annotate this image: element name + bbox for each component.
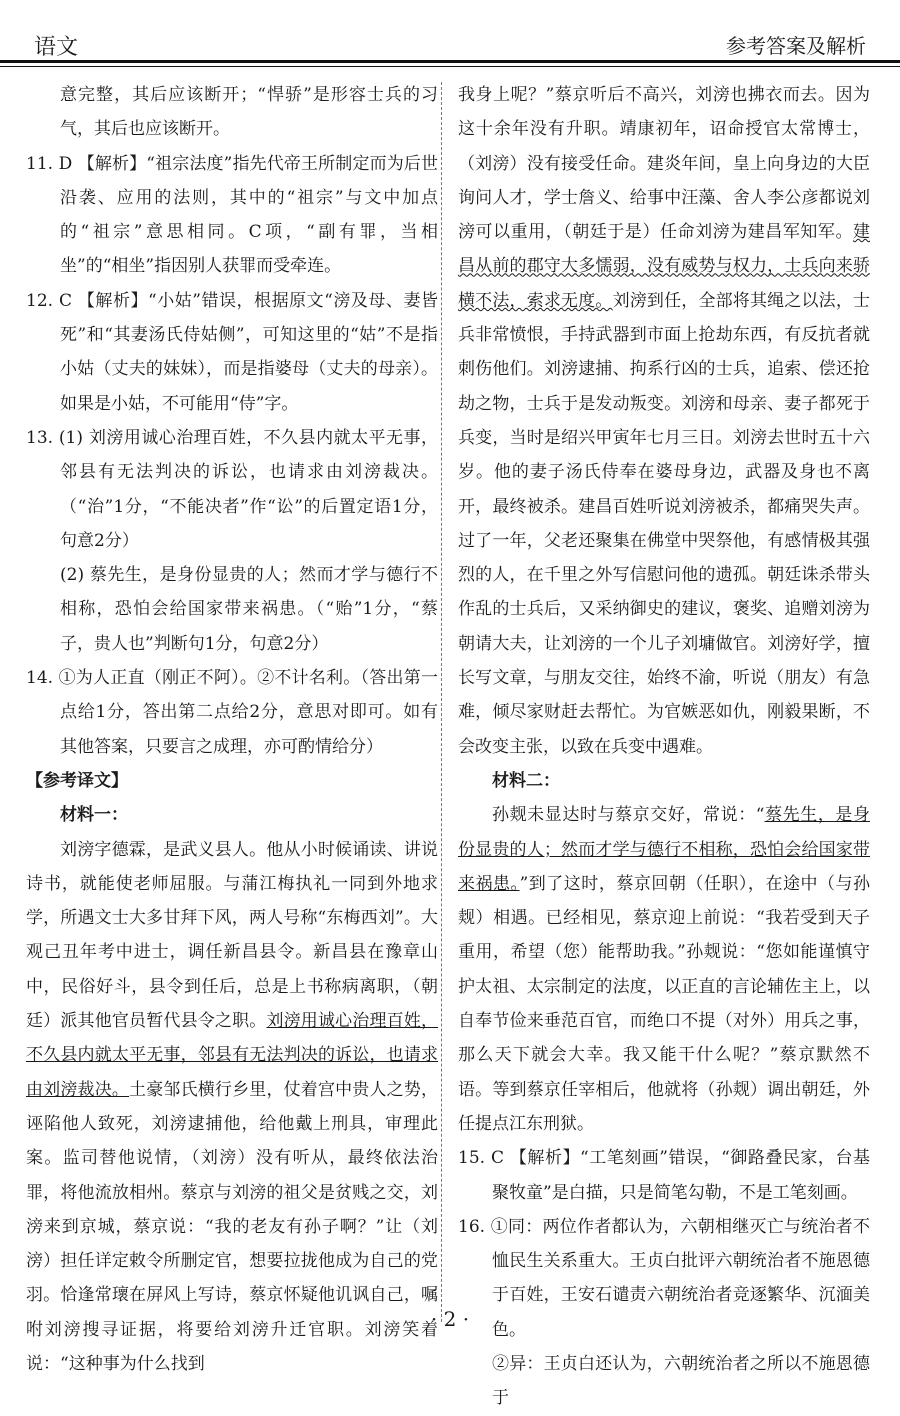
answer-16-part1: 16. ①同：两位作者都认为，六朝相继灭亡与统治者不恤民生关系重大。王贞白批评六朝统治者不施恩德于百姓，王安石谴责六朝统治者竞逐繁华、沉湎美色。: [458, 1216, 870, 1340]
material-2-heading: 材料二：: [492, 770, 560, 791]
right-column: [458, 78, 870, 1416]
translation-text: 刘滂到任，全部将其绳之以法，士兵非常愤恨，手持武器到市面上抢劫东西，有反抗者就刺伤他们。刘滂逮捕、拘系行凶的士兵，追索、偿还抢劫之物，士兵于是发动叛变。刘滂和母亲、妻子都死于兵变，当时是绍兴甲寅年七月三日。刘滂去世时五十六岁。他的妻子汤氏侍奉在婆母身边，武器及身也不离开，最终被杀。建昌百姓听说刘滂被杀，都痛哭失声。过了一年，父老还聚集在佛堂中哭祭他，有感情极其强烈的人，在千里之外写信慰问他的遗孤。朝廷诛杀带头作乱的士兵后，又采纳御史的建议，褒奖、追赠刘滂为朝请大夫，让刘滂的一个儿子刘墉做官。刘滂好学，擅长写文章，与朋友交往，始终不渝，听说（朋友）有急难，倾尽家财赶去帮忙。为官嫉恶如仇，刚毅果断，不会改变主张，以致在兵变中遇难。: [458, 290, 871, 757]
header-rule-thin: [0, 66, 900, 67]
answer-continuation: 意完整，其后应该断开；“悍骄”是形容士兵的习气，其后也应该断开。: [60, 85, 438, 140]
translation-text: 我身上呢？”蔡京听后不高兴，刘滂也拂衣而去。因为这十余年没有升职。靖康初年，诏命授官太常博士，（刘滂）没有接受任命。建炎年间，皇上向身边的大臣询问人才，学士詹义、给事中汪藻、舍人李公彦都说刘滂可以重用，（朝廷于是）任命刘滂为建昌军知军。: [458, 85, 870, 243]
translation-text: 土豪邹氏横行乡里，仗着宫中贵人之势，诬陷他人致死，刘滂逮捕他，给他戴上刑具，审理此案。监司替他说情，（刘滂）没有听从，最终依法治罪，将他流放相州。蔡京与刘滂的祖父是贫贱之交，刘滂来到京城，蔡京说：“我的老友有孙子啊？”让（刘滂）担任详定敕令所删定官，想要拉拢他成为自己的党羽。恰逢常瓌在屏风上写诗，蔡京怀疑他讥讽自己，嘱咐刘滂搜寻证据，将要给刘滂升迁官职。刘滂笑着说：“这种事为什么找到: [26, 1079, 439, 1374]
underlined-sentence: 刘滂用诚心治理百姓，不久县内就太平无事，邻县有无法判决的诉讼，也请求由刘滂裁决。: [26, 1011, 439, 1100]
answer-12: 12. C 【解析】“小姑”错误，根据原文“滂及母、妻皆死”和“其妻汤氏侍姑侧”，可知这里的“姑”不是指小姑（丈夫的妹妹），而是指婆母（丈夫的母亲）。如果是小姑，不可能用“侍”字。: [26, 290, 438, 414]
translation-text: 刘滂字德霖，是武义县人。他从小时候诵读、讲说诗书，就能使老师屈服。与蒲江梅执礼一同到外地求学，所遇文士大多甘拜下风，两人号称“东梅西刘”。大观己丑年考中进士，调任新昌县令。新昌县在豫章山中，民俗好斗，县令到任后，总是上书称病离职，（朝廷）派其他官员暂代县令之职。: [26, 839, 438, 1032]
translation-material-1-cont: [458, 78, 870, 764]
translation-text: ”到了这时，蔡京回朝（任职），在途中（与孙觌）相遇。已经相见，蔡京迎上前说：“我若受到天子重用，希望（您）能帮助我。”孙觌说：“您如能谨慎守护太祖、太宗制定的法度，以正直的言论辅佐主上，以自奉节俭来垂范百官，而绝口不提（对外）用兵之事，那么天下就会大幸。我又能干什么呢？”蔡京默然不语。等到蔡京任宰相后，他就将（孙觌）调出朝廷，外任提点江东刑狱。: [458, 873, 870, 1134]
answer-11: 11. D 【解析】“祖宗法度”指先代帝王所制定而为后世沿袭、应用的法则，其中的“祖宗”与文中加点的“祖宗”意思相同。C项，“副有罪，当相坐”的“相坐”指因别人获罪而受牵连。: [26, 153, 438, 277]
answer-14: 14. ①为人正直（刚正不阿）。②不计名利。（答出第一点给1分，答出第二点给2分，意思对即可。如有其他答案，只要言之成理，亦可酌情给分）: [26, 668, 438, 757]
translation-heading: 【参考译文】: [26, 770, 128, 791]
subject-title: 语文: [34, 35, 79, 60]
translation-material-2: [458, 798, 870, 1141]
wavy-underlined-sentence: 建昌从前的郡守大多懦弱，没有威势与权力，士兵向来骄横不法，索求无度。: [458, 222, 870, 311]
material-1-heading: 材料一：: [60, 805, 128, 826]
header-rule-thick: [0, 60, 900, 63]
answer-16-part2: ②异：王贞白还认为，六朝统治者之所以不施恩德于: [492, 1353, 870, 1409]
left-column: [26, 78, 438, 1381]
translation-text: 孙觌未显达时与蔡京交好，常说：“: [492, 805, 765, 826]
section-title: 参考答案及解析: [726, 34, 866, 58]
answer-15: 15. C 【解析】“工笔刻画”错误，“御路叠民家，台基聚牧童”是白描，只是简笔勾勒，不是工笔刻画。: [458, 1148, 870, 1203]
underlined-sentence: 蔡先生，是身份显贵的人；然而才学与德行不相称，恐怕会给国家带来祸患。: [458, 805, 870, 894]
answer-13-part1: 13. (1) 刘滂用诚心治理百姓，不久县内就太平无事，邻县有无法判决的诉讼，也请求由刘滂裁决。（“治”1分，“不能决者”作“讼”的后置定语1分，句意2分）: [26, 427, 438, 551]
column-divider: [441, 82, 442, 1322]
translation-material-1: [26, 833, 438, 1382]
page-number: · 2 ·: [430, 1307, 470, 1331]
answer-13-part2: (2) 蔡先生，是身份显贵的人；然而才学与德行不相称，恐怕会给国家带来祸患。（“贻”1分，“蔡子，贵人也”判断句1分，句意2分）: [60, 565, 438, 654]
